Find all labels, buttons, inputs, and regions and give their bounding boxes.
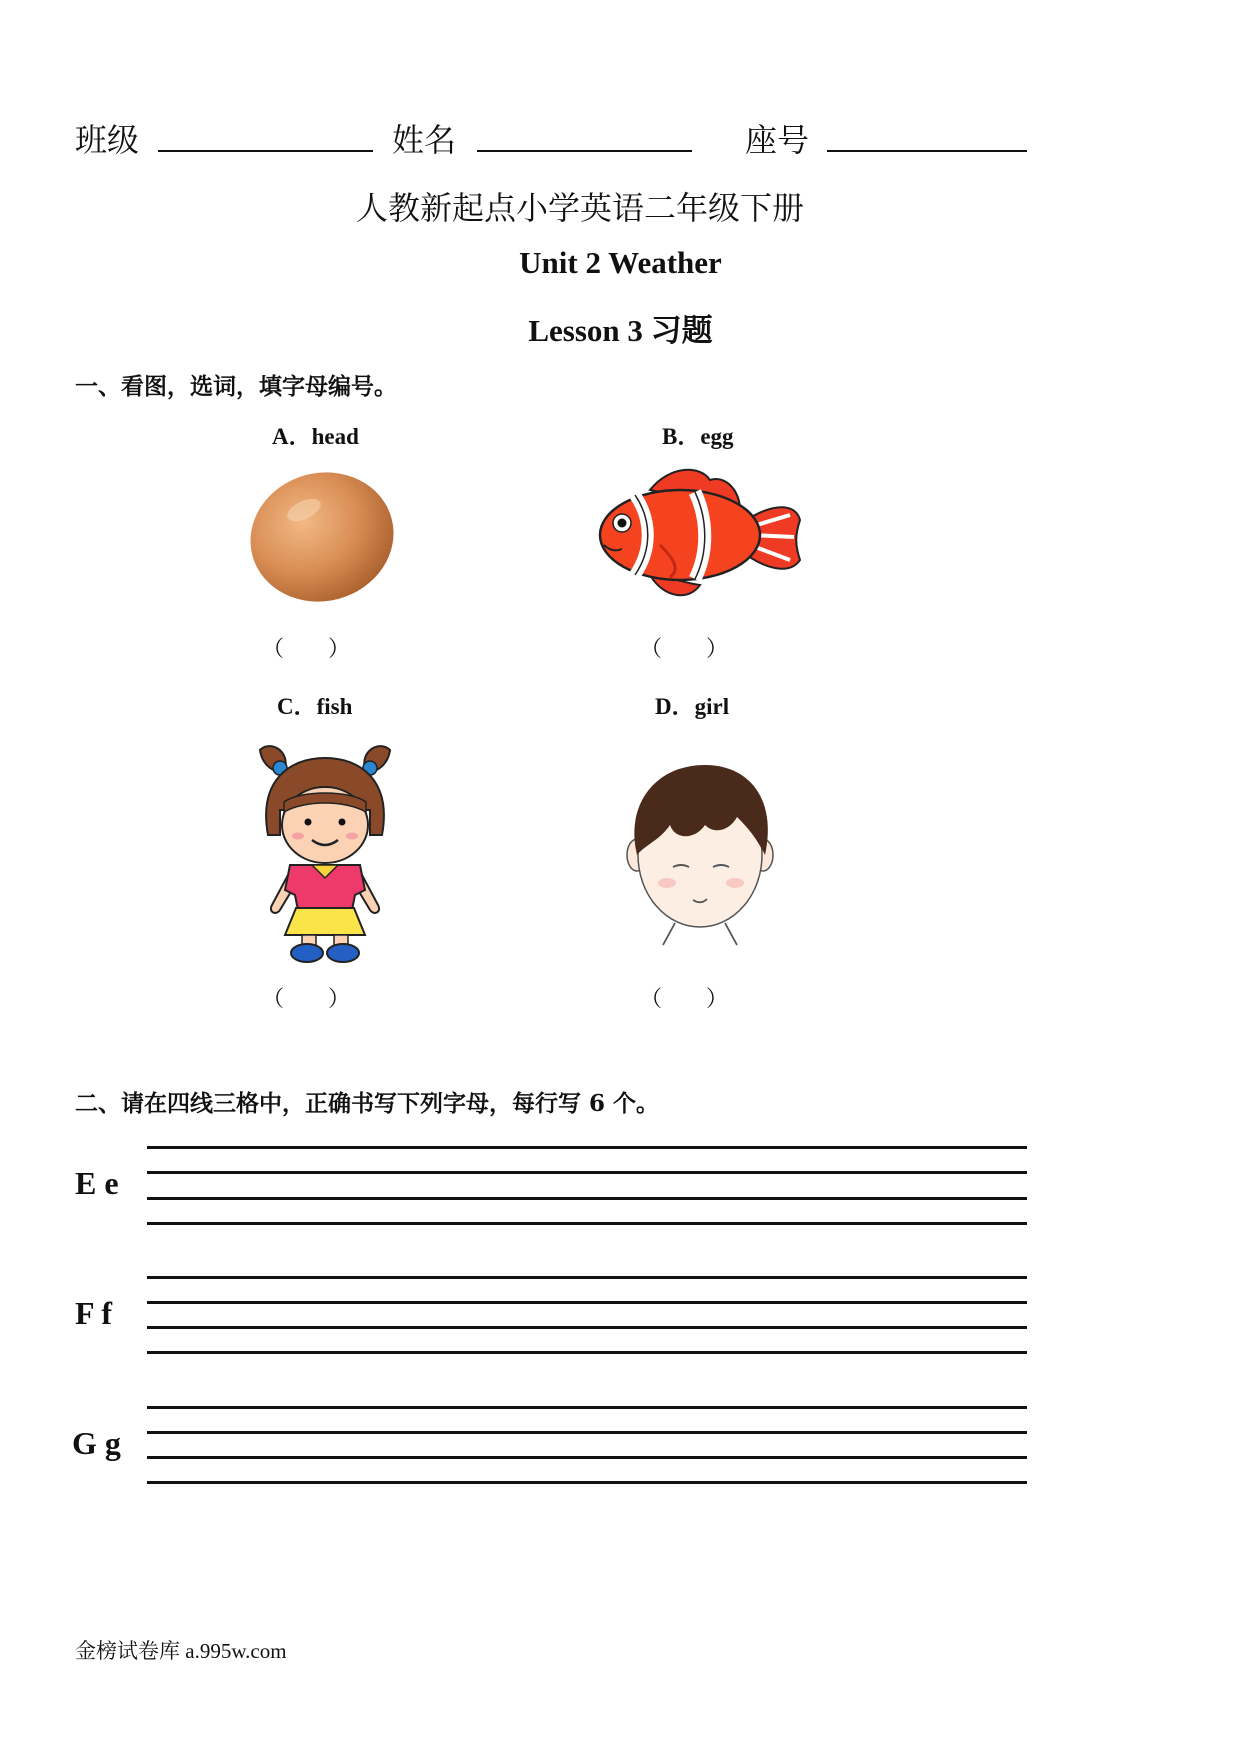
egg-image: [242, 465, 402, 610]
option-letter: A．: [272, 424, 312, 449]
option-letter: D．: [655, 694, 695, 719]
writing-line: [147, 1222, 1027, 1225]
option-b: [662, 418, 734, 451]
class-field[interactable]: [158, 150, 373, 152]
footer-watermark: 金榜试卷库 a.995w.com: [75, 1639, 287, 1663]
girl-image: [250, 740, 400, 965]
class-label: 班级: [75, 121, 140, 159]
writing-line: [147, 1431, 1027, 1434]
answer-blank-c[interactable]: （ ）: [262, 987, 351, 1012]
writing-line: [147, 1326, 1027, 1329]
writing-line: [147, 1456, 1027, 1459]
option-a: [272, 418, 359, 451]
option-word: fish: [316, 694, 353, 719]
unit-title: Unit 2 Weather: [519, 245, 722, 280]
option-letter: C．: [277, 694, 317, 719]
option-word: head: [311, 424, 359, 449]
writing-line: [147, 1197, 1027, 1200]
seat-field[interactable]: [827, 150, 1027, 152]
section1-heading: 一、看图，选词，填字母编号。: [75, 373, 397, 400]
writing-line: [147, 1276, 1027, 1279]
writing-line: [147, 1351, 1027, 1354]
option-word: girl: [694, 694, 730, 719]
writing-line: [147, 1301, 1027, 1304]
option-c: [277, 688, 352, 721]
answer-blank-b[interactable]: （ ）: [640, 637, 729, 662]
letters-gg: G g: [72, 1425, 121, 1461]
option-letter: B．: [662, 424, 701, 449]
letters-ee: E e: [75, 1165, 119, 1201]
option-d: [655, 688, 729, 721]
seat-label: 座号: [745, 121, 810, 159]
section2-heading: 二、请在四线三格中，正确书写下列字母，每行写 6 个。: [75, 1090, 660, 1117]
name-field[interactable]: [477, 150, 692, 152]
clownfish-image: [590, 465, 805, 605]
letters-ff: F f: [75, 1295, 113, 1331]
writing-line: [147, 1146, 1027, 1149]
answer-blank-d[interactable]: （ ）: [640, 987, 729, 1012]
writing-line: [147, 1406, 1027, 1409]
option-word: egg: [700, 424, 734, 449]
boy-face-image: [615, 755, 785, 955]
writing-line: [147, 1481, 1027, 1484]
name-label: 姓名: [392, 121, 457, 159]
lesson-title: Lesson 3 习题: [528, 313, 713, 348]
page-title: 人教新起点小学英语二年级下册: [355, 189, 804, 227]
writing-line: [147, 1171, 1027, 1174]
answer-blank-a[interactable]: （ ）: [262, 637, 351, 662]
